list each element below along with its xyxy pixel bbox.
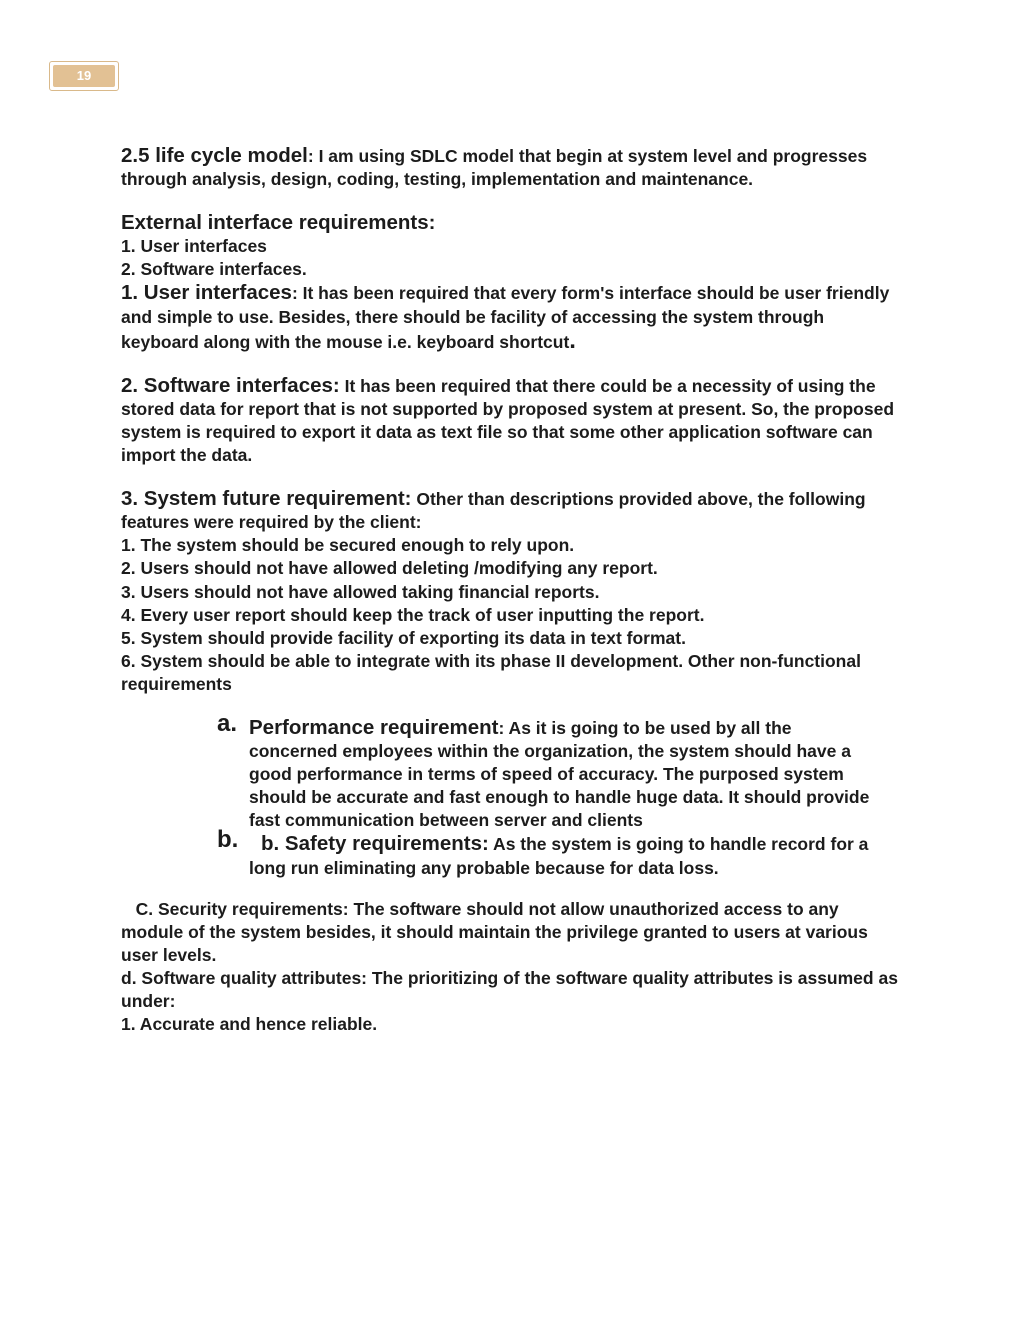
software-quality-text: d. Software quality attributes: The prioritizing of the software quality attributes is assumed as under: [121,967,898,1011]
requirement-item: 6. System should be able to integrate with its phase II development. Other non-functional requirements [121,650,861,694]
external-interface-item: 1. User interfaces [121,236,267,257]
requirement-item: 1. The system should be secured enough to rely upon. [121,535,575,556]
requirement-item: 2. Users should not have allowed deleting /modifying any report. [121,558,658,579]
list-marker-b: b. [217,826,239,854]
user-interfaces-text: : It has been required that every form's interface should be user friendly and simple to use. Besides, there should be facility of accessing the system through keyboard along with the mouse i.e. keyboard shortcut [121,283,890,352]
system-future-requirement-text: Other than descriptions provided above, the following features were required by the client: [121,489,866,533]
safety-requirement-heading: b. Safety requirements: [261,832,489,856]
external-interface-heading: External interface requirements: [121,211,436,235]
safety-requirement-item [217,826,874,879]
user-interfaces-heading: 1. User interfaces [121,281,292,305]
page-number: 19 [53,65,115,87]
non-functional-list [217,709,874,880]
safety-requirement-text: As the system is going to handle record for a long run eliminating any probable because for data loss. [249,834,869,878]
performance-requirement-item [217,709,874,832]
security-requirements-paragraph: C. Security requirements: The software should not allow unauthorized access to any module of the system besides, it should maintain the privilege granted to users at various user levels. [121,898,873,965]
system-future-requirement-paragraph [121,487,901,696]
life-cycle-model-text: : I am using SDLC model that begin at system level and progresses through analysis, design, coding, testing, implementation and maintenance. [121,146,868,190]
list-marker-a: a. [217,709,238,737]
software-interfaces-text: It has been required that there could be a necessity of using the stored data for report that is not supported by proposed system at present. So, the proposed system is required to export it data as text file so that some other application software can import the data. [121,375,895,466]
external-interface-section [121,211,901,281]
external-interface-item: 2. Software interfaces. [121,259,307,280]
requirement-item: 4. Every user report should keep the track of user inputting the report. [121,604,705,625]
life-cycle-model-paragraph [121,144,901,191]
requirement-item: 3. Users should not have allowed taking financial reports. [121,581,600,602]
software-quality-paragraph [121,967,901,1036]
performance-requirement-text: : As it is going to be used by all the concerned employees within the organization, the system should have a good performance in terms of speed of accuracy. The purposed system should be accurate and fast enough to handle huge data. It should provide fast communication between server and clients [249,717,870,831]
requirement-item: 5. System should provide facility of exporting its data in text format. [121,627,686,648]
quality-attribute-item: 1. Accurate and hence reliable. [121,1014,378,1035]
software-interfaces-paragraph [121,374,901,467]
life-cycle-model-heading: 2.5 life cycle model [121,144,308,167]
user-interfaces-paragraph [121,281,901,353]
software-interfaces-heading: 2. Software interfaces: [121,373,340,397]
page-number-badge [49,61,119,91]
performance-requirement-heading: Performance requirement [249,715,499,739]
user-interfaces-period: . [569,326,576,354]
system-future-requirement-heading: 3. System future requirement: [121,487,412,511]
document-body [121,144,901,1036]
